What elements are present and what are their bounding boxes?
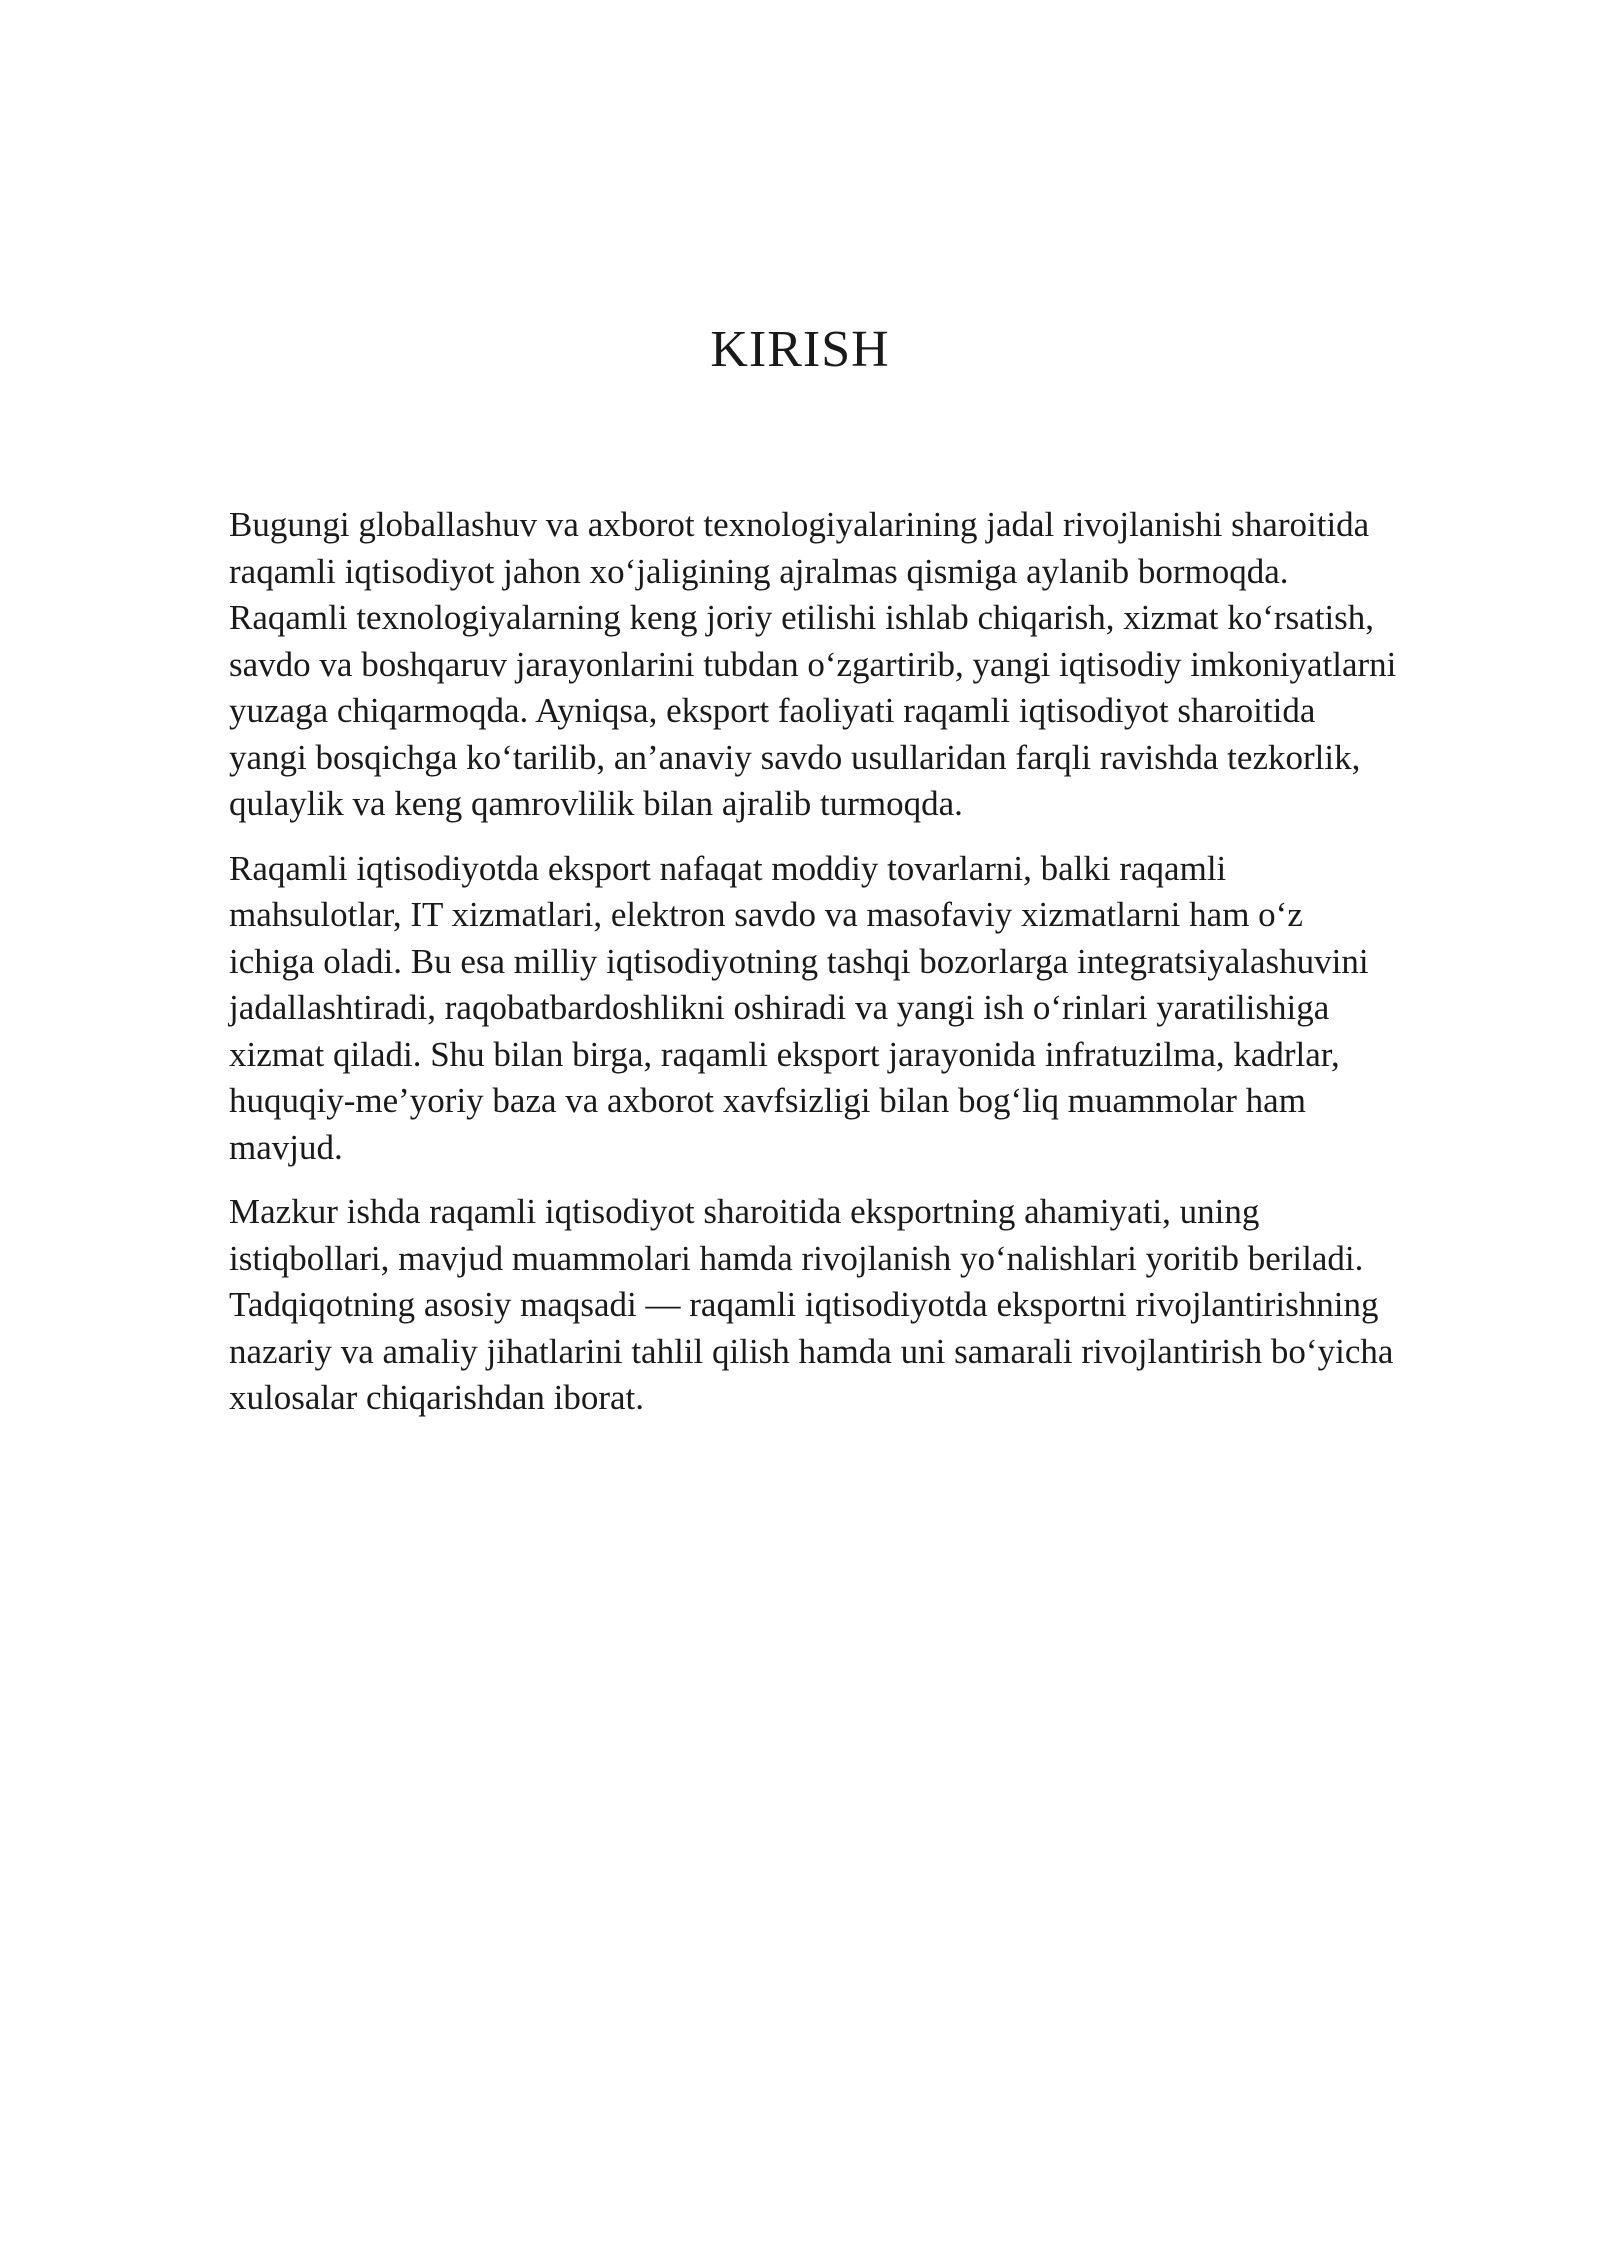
paragraph-2 — [229, 846, 1509, 1172]
text-line: Raqamli iqtisodiyotda eksport nafaqat moddiy tovarlarni, balki raqamli — [229, 848, 1227, 888]
text-line: Raqamli texnologiyalarning keng joriy etilishi ishlab chiqarish, xizmat ko‘rsatish, — [229, 598, 1375, 637]
text-line: nazariy va amaliy jihatlarini tahlil qilish hamda uni samarali rivojlantirish bo‘yicha — [229, 1331, 1394, 1371]
text-line: yuzaga chiqarmoqda. Ayniqsa, eksport faoliyati raqamli iqtisodiyot sharoitida — [229, 691, 1316, 730]
text-line: Bugungi globallashuv va axborot texnologiyalarining jadal rivojlanishi sharoitida — [229, 505, 1370, 544]
text-line: mahsulotlar, IT xizmatlari, elektron savdo va masofaviy xizmatlarni ham o‘z — [229, 895, 1303, 934]
text-line: savdo va boshqaruv jarayonlarini tubdan o‘zgartirib, yangi iqtisodiy imkoniyatlarni — [229, 644, 1397, 684]
paragraph-3 — [229, 1189, 1509, 1422]
text-line: Tadqiqotning asosiy maqsadi — raqamli iqtisodiyotda eksportni rivojlantirishning — [229, 1285, 1379, 1324]
text-line: xizmat qiladi. Shu bilan birga, raqamli eksport jarayonida infratuzilma, kadrlar, — [229, 1034, 1340, 1074]
page-title: KIRISH — [710, 321, 890, 378]
text-line: huquqiy-me’yoriy baza va axborot xavfsizligi bilan bog‘liq muammolar ham — [229, 1081, 1306, 1120]
body-text — [229, 502, 1509, 1440]
text-line: jadallashtiradi, raqobatbardoshlikni oshiradi va yangi ish o‘rinlari yaratilishiga — [229, 988, 1330, 1027]
text-line: qulaylik va keng qamrovlilik bilan ajralib turmoqda. — [229, 784, 963, 823]
text-line: istiqbollari, mavjud muammolari hamda rivojlanish yo‘nalishlari yoritib beriladi. — [229, 1238, 1364, 1278]
text-line: mavjud. — [229, 1127, 343, 1167]
text-line: xulosalar chiqarishdan iborat. — [229, 1378, 645, 1417]
paragraph-1 — [229, 502, 1509, 828]
text-line: raqamli iqtisodiyot jahon xo‘jaligining ajralmas qismiga aylanib bormoqda. — [229, 551, 1289, 591]
text-line: ichiga oladi. Bu esa milliy iqtisodiyotning tashqi bozorlarga integratsiyalashuvini — [229, 941, 1369, 981]
text-line: Mazkur ishda raqamli iqtisodiyot sharoitida eksportning ahamiyati, uning — [229, 1192, 1260, 1231]
text-line: yangi bosqichga ko‘tarilib, an’anaviy savdo usullaridan farqli ravishda tezkorlik, — [229, 737, 1361, 777]
